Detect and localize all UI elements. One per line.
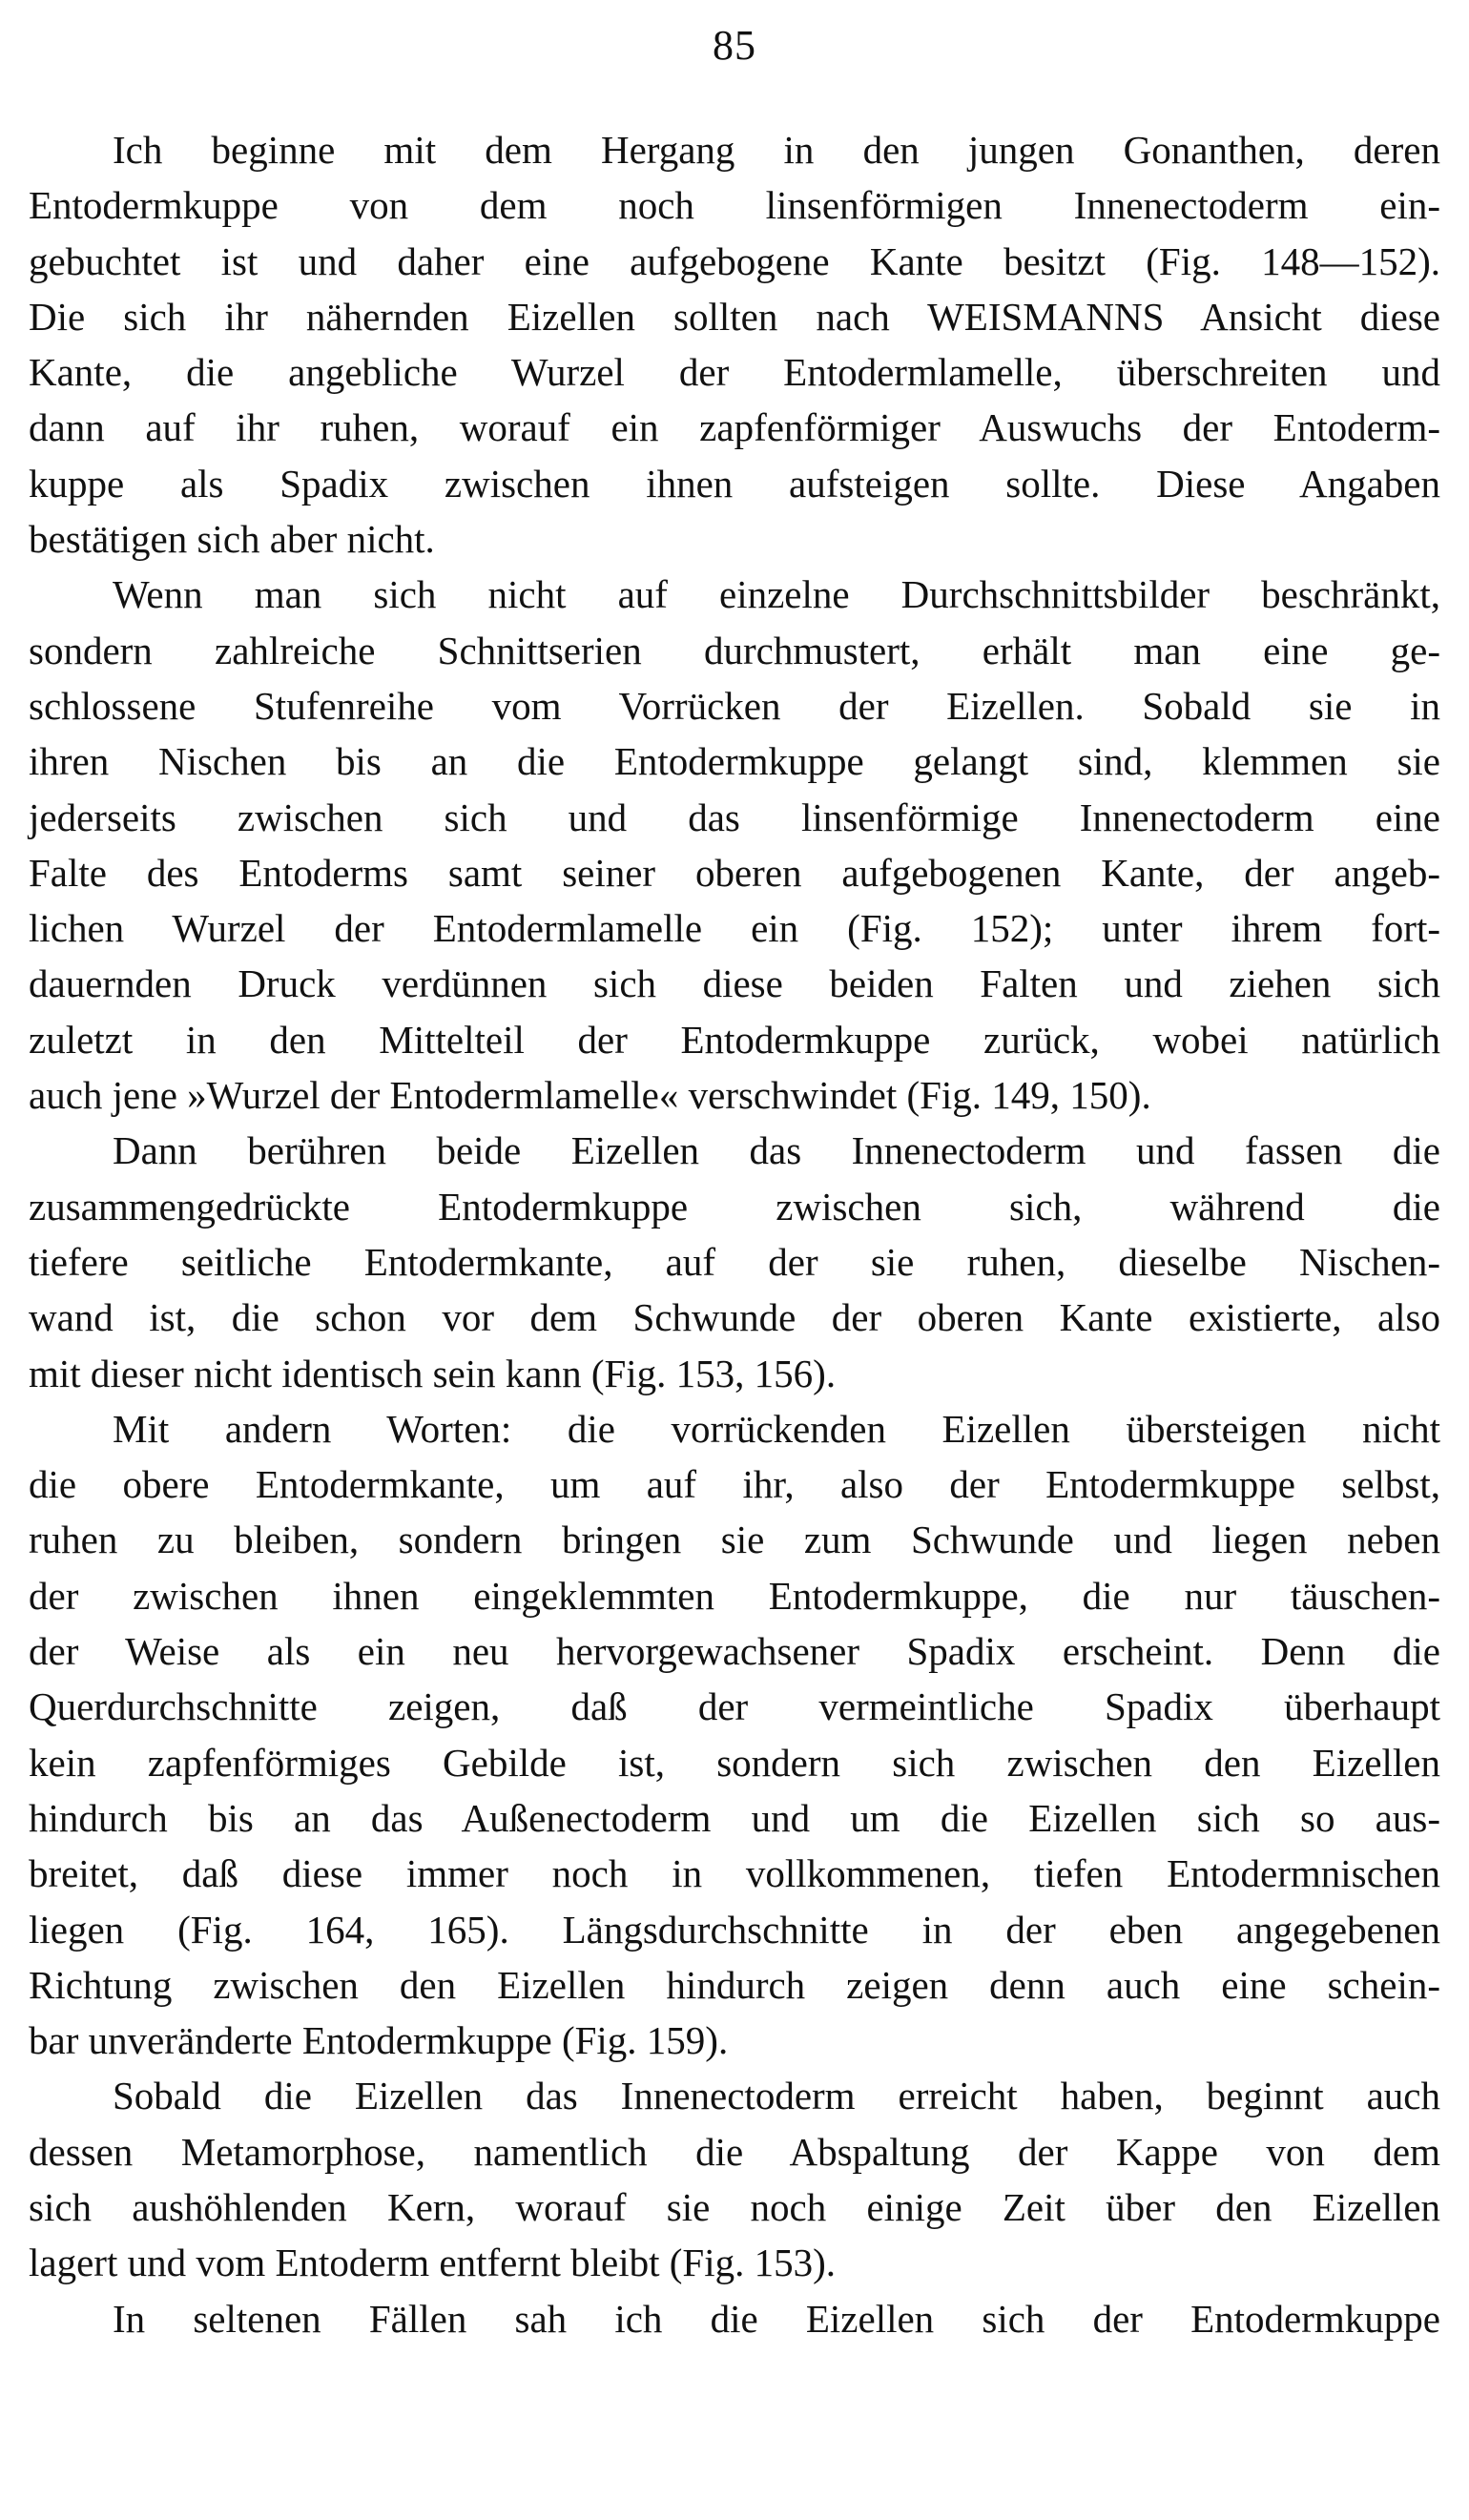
- text-line: lagert und vom Entoderm entfernt bleibt (Fig. 153).: [29, 2241, 837, 2285]
- text-line: Wenn man sich nicht auf einzelne Durchschnittsbilder beschränkt,: [113, 572, 1440, 617]
- text-line: ihren Nischen bis an die Entodermkuppe gelangt sind, klemmen sie: [29, 739, 1440, 784]
- text-line: liegen (Fig. 164, 165). Längsdurchschnitte in der eben angegebenen: [29, 1907, 1440, 1952]
- text-line: Dann berühren beide Eizellen das Innenectoderm und fassen die: [113, 1128, 1440, 1173]
- text-line: lichen Wurzel der Entodermlamelle ein (Fig. 152); unter ihrem fort-: [29, 906, 1440, 951]
- text-line: auch jene »Wurzel der Entodermlamelle« verschwindet (Fig. 149, 150).: [29, 1073, 1151, 1118]
- text-line: Richtung zwischen den Eizellen hindurch zeigen denn auch eine schein-: [29, 1962, 1440, 2007]
- text-line: Falte des Entoderms samt seiner oberen aufgebogenen Kante, der angeb-: [29, 850, 1440, 895]
- page-number: 85: [713, 22, 756, 69]
- paragraph: [29, 1401, 1440, 2069]
- text-line: In seltenen Fällen sah ich die Eizellen sich der Entodermkuppe: [113, 2296, 1440, 2341]
- text-line: Sobald die Eizellen das Innenectoderm erreicht haben, beginnt auch: [113, 2074, 1440, 2118]
- text-line: kein zapfenförmiges Gebilde ist, sondern sich zwischen den Eizellen: [29, 1740, 1440, 1785]
- paragraph: [29, 567, 1440, 1123]
- text-line: zusammengedrückte Entodermkuppe zwischen sich, während die: [29, 1184, 1440, 1229]
- text-line: sondern zahlreiche Schnittserien durchmustert, erhält man eine ge-: [29, 628, 1440, 672]
- text-line: wand ist, die schon vor dem Schwunde der oberen Kante existierte, also: [29, 1295, 1440, 1340]
- text-line: ruhen zu bleiben, sondern bringen sie zum Schwunde und liegen neben: [29, 1518, 1440, 1562]
- text-line: Querdurchschnitte zeigen, daß der vermeintliche Spadix überhaupt: [29, 1684, 1440, 1729]
- text-line: dann auf ihr ruhen, worauf ein zapfenförmiger Auswuchs der Entoderm-: [29, 405, 1440, 450]
- text-line: kuppe als Spadix zwischen ihnen aufsteigen sollte. Diese Angaben: [29, 461, 1440, 506]
- text-line: Mit andern Worten: die vorrückenden Eizellen übersteigen nicht: [113, 1406, 1440, 1451]
- text-line: Kante, die angebliche Wurzel der Entodermlamelle, überschreiten und: [29, 350, 1440, 395]
- text-line: schlossene Stufenreihe vom Vorrücken der Eizellen. Sobald sie in: [29, 683, 1440, 728]
- text-line: die obere Entodermkante, um auf ihr, also der Entodermkuppe selbst,: [29, 1462, 1440, 1507]
- text-line: zuletzt in den Mittelteil der Entodermkuppe zurück, wobei natürlich: [29, 1017, 1440, 1062]
- text-line: bar unveränderte Entodermkuppe (Fig. 159).: [29, 2018, 729, 2063]
- paragraph: [29, 122, 1440, 567]
- text-line: mit dieser nicht identisch sein kann (Fig. 153, 156).: [29, 1351, 837, 1395]
- text-line: Ich beginne mit dem Hergang in den jungen Gonanthen, deren: [113, 128, 1440, 172]
- text-line: hindurch bis an das Außenectoderm und um die Eizellen sich so aus-: [29, 1795, 1440, 1840]
- text-line: breitet, daß diese immer noch in vollkommenen, tiefen Entodermnischen: [29, 1851, 1440, 1896]
- text-line: dauernden Druck verdünnen sich diese beiden Falten und ziehen sich: [29, 961, 1440, 1006]
- text-line: tiefere seitliche Entodermkante, auf der sie ruhen, dieselbe Nischen-: [29, 1239, 1440, 1284]
- text-line: Entodermkuppe von dem noch linsenförmigen Innenectoderm ein-: [29, 183, 1440, 228]
- text-line: dessen Metamorphose, namentlich die Abspaltung der Kappe von dem: [29, 2129, 1440, 2174]
- text-line: der Weise als ein neu hervorgewachsener Spadix erscheint. Denn die: [29, 1629, 1440, 1674]
- paragraph: [29, 2068, 1440, 2290]
- text-line: Die sich ihr nähernden Eizellen sollten nach WEISMANNS Ansicht diese: [29, 294, 1440, 339]
- paragraph: [29, 2291, 1440, 2346]
- text-line: gebuchtet ist und daher eine aufgebogene Kante besitzt (Fig. 148—152).: [29, 238, 1440, 283]
- paragraph: [29, 1123, 1440, 1400]
- text-line: bestätigen sich aber nicht.: [29, 517, 435, 562]
- text-line: der zwischen ihnen eingeklemmten Entodermkuppe, die nur täuschen-: [29, 1573, 1440, 1618]
- text-line: jederseits zwischen sich und das linsenförmige Innenectoderm eine: [29, 795, 1440, 839]
- text-line: sich aushöhlenden Kern, worauf sie noch einige Zeit über den Eizellen: [29, 2184, 1440, 2229]
- body-text: [29, 122, 1440, 2346]
